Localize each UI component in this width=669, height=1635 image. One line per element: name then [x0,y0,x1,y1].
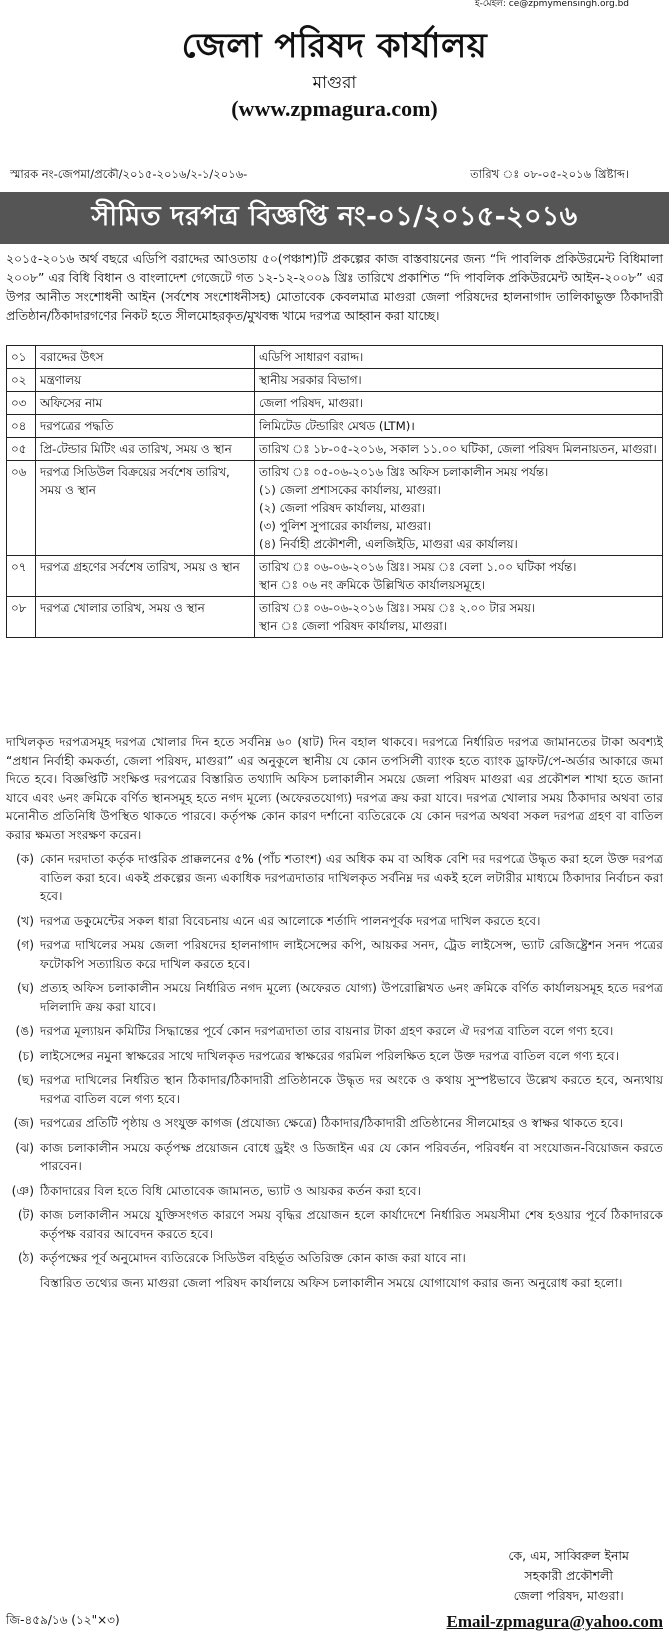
clause-list [6,850,663,1268]
notice-header [0,10,669,122]
office-title: জেলা পরিষদ কার্যালয় [181,26,488,66]
row-value-line: তারিখ ঃ ০৬-০৬-২০১৬ খ্রিঃ। সময় ঃ বেলা ১.০০ ঘটিকা পর্যন্ত। [259,560,577,574]
clause-mark: (জ) [13,1116,34,1130]
details-table [6,345,663,638]
clause-text: ঠিকাদারের বিল হতে বিধি মোতাবেক জামানত, ভ্যাট ও আয়কর কর্তন করা হবে। [40,1183,422,1198]
terms-paragraph: দাখিলকৃত দরপত্রসমূহ দরপত্র খোলার দিন হতে সর্বনিম্ন ৬০ (ষাট) দিন বহাল থাকবে। দরপত্রে নির্ধারিত দরপত্র জামানতের টাকা অবশ্যই “প্রধান নির্বাহী কমকর্তা, জেলা পরিষদ, মাগুরা” এর অনুকূলে স্থানীয় যে কোন তপসিলী ব্যাংক হতে ব্যাংক ড্রাফট/পে-অর্ডার আকারে জমা দিতে হবে। বিজ্ঞপ্তিটি সংক্ষিপ্ত দরপত্রের বিস্তারিত তথ্যাদি অফিস চলাকালীন সময়ে জেলা পরিষদ মাগুরা এর প্রকৌশল শাখা হতে জানা যাবে এবং ৬নং ক্রমিকে বর্ণিত স্থানসমূহ হতে নগদ মূল্যে (অফেরতযোগ্য) দরপত্র ক্রয় করা যাবে। দরপত্র খোলার সময় ঠিকাদার অথবা তার মনোনীত প্রতিনিধি উপস্থিত থাকতে পারবে। কর্তৃপক্ষ কোন কারণ দর্শানো ব্যতিরেকে যে কোন দরপত্র অথবা সকল দরপত্র গ্রহণ বা বাতিল করার ক্ষমতা সংরক্ষণ করেন। [6,735,663,842]
row-value [255,461,663,556]
table-row [7,556,663,597]
clause-item [6,1022,663,1041]
table-row [7,346,663,369]
row-value [255,556,663,597]
row-value-line: তারিখ ঃ ১৮-০৫-২০১৬, সকাল ১১.০০ ঘটিকা, জেলা পরিষদ মিলনায়তন, মাগুরা। [259,442,657,456]
table-row [7,392,663,415]
footer-email: Email-zpmagura@yahoo.com [446,1612,663,1631]
row-number: ০৫ [7,438,36,461]
row-label: দরপত্র গ্রহণের সর্বশেষ তারিখ, সময় ও স্থান [36,556,255,597]
clause-item [6,850,663,906]
row-value [255,346,663,369]
clause-text: দরপত্র দাখিলের নির্ধরিত স্থান ঠিকাদার/ঠিকাদারী প্রতিষ্ঠানকে উদ্ধৃত দর অংকে ও কথায় সুস্পষ্টভাবে উল্লেখ করতে হবে, অন্যথায় দরপত্র বাতিল বলে গণ্য হবে। [40,1073,663,1106]
row-label: অফিসের নাম [36,392,255,415]
clause-text: কর্তৃপক্ষের পূর্ব অনুমোদন ব্যতিরেকে সিডিউল বহির্ভূত অতিরিক্ত কোন কাজ করা যাবে না। [40,1251,466,1265]
row-value-line: তারিখ ঃ ০৬-০৬-২০১৬ খ্রিঃ। সময় ঃ ২.০০ টার সময়। [259,601,536,615]
row-value [255,415,663,438]
row-value-line: (১) জেলা প্রশাসকের কার্যালয়, মাগুরা। [259,483,441,497]
terms-section [6,733,663,1292]
intro-paragraph: ২০১৫-২০১৬ অর্থ বছরে এডিপি বরাদ্দের আওতায় ৫০(পঞ্চাশ)টি প্রকল্পের কাজ বাস্তবায়নের জন্য “দি পাবলিক প্রকিউরমেন্ট বিধিমালা ২০০৮” এর বিধি বিধান ও বাংলাদেশ গেজেটে গত ১২-১২-২০০৯ খ্রিঃ তারিখে প্রকাশিত “দি পাবলিক প্রকিউরমেন্ট আইন-২০০৮” এর উপর আনীত সংশোধনী আইন (সর্বশেষ সংশোধনীসহ) মোতাবেক কেবলমাত্র মাগুরা জেলা পরিষদের হালনাগাদ তালিকাভুক্ত ঠিকাদারী প্রতিষ্ঠান/ঠিকাদারগণের নিকট হতে সীলমোহরকৃত/মুখবন্ধ খামে দরপত্র আহ্বান করা যাচ্ছে। [6,252,663,323]
table-row [7,369,663,392]
row-value-line: (৩) পুলিশ সুপারের কার্যালয়, মাগুরা। [259,519,431,533]
row-value [255,369,663,392]
clause-item [6,1249,663,1268]
clause-text: কাজ চলাকালীন সময়ে যুক্তিসংগত কারণে সময় বৃদ্ধির প্রয়োজন হলে কার্যাদেশে নির্ধারিত সময়সীমা শেষ হওয়ার পূর্বে ঠিকাদারকে কর্তৃপক্ষ বরাবর আবেদন করতে হবে। [40,1208,663,1241]
row-label: প্রি-টেন্ডার মিটিং এর তারিখ, সময় ও স্থান [36,438,255,461]
clause-mark: (ঙ) [15,1024,34,1038]
office-place: মাগুরা [312,73,357,93]
table-row [7,438,663,461]
clause-text: দরপত্রের প্রতিটি পৃষ্ঠায় ও সংযুক্ত কাগজ (প্রযোজ্য ক্ষেত্রে) ঠিকাদার/ঠিকাদারী প্রতিষ্ঠানের সীলমোহর ও স্বাক্ষর থাকতে হবে। [40,1116,624,1130]
clause-text: কোন দরদাতা কর্তৃক দাপ্তরিক প্রাক্কলনের ৫% (পাঁচ শতাংশ) এর অধিক কম বা অধিক বেশি দর দরপত্রে উদ্ধৃত করা হলে উক্ত দরপত্র বাতিল করা হবে। একই প্রকল্পের জন্য একাধিক দরপত্রদাতার দাখিলকৃত সর্বনিম্ন দর একই হলে লটারীর মাধ্যমে ঠিকাদার নির্বাচন করা হবে। [40,852,663,903]
footer-code: জি-৪৫৯/১৬ (১২"×৩) [6,1613,120,1627]
row-value-line: স্থানীয় সরকার বিভাগ। [259,373,362,387]
notice-banner [0,192,669,244]
clause-mark: (ছ) [17,1073,34,1087]
footer [6,1612,663,1632]
row-label: দরপত্রের পদ্ধতি [36,415,255,438]
row-value-line: তারিখ ঃ ০৫-০৬-২০১৬ খ্রিঃ অফিস চলাকালীন সময় পর্যন্ত। [259,465,549,479]
table-row [7,415,663,438]
clause-text: কাজ চলাকালীন সময়ে কর্তৃপক্ষ প্রয়োজন বোধে ড্রইং ও ডিজাইন এর যে কোন পরিবর্তন, পরিবর্ধন বা সংযোজন-বিয়োজন করতে পারবেন। [40,1140,663,1173]
clause-mark: (ঘ) [16,981,34,995]
clause-item [6,1206,663,1243]
clause-mark: (ক) [15,852,34,866]
memo-line [10,166,629,185]
clause-text: দরপত্র ডকুমেন্টের সকল ধারা বিবেচনায় এনে এর আলোকে শর্তাদি পালনপূর্বক দরপত্র দাখিল করতে হবে। [40,913,541,928]
row-value [255,392,663,415]
row-number: ০২ [7,369,36,392]
clause-text: লাইসেন্সের নমুনা স্বাক্ষরের সাথে দাখিলকৃত দরপত্রের স্বাক্ষরের গরমিল পরিলক্ষিত হলে উক্ত দরপত্র বাতিল বলে গণ্য হবে। [40,1048,620,1063]
clause-item [6,912,663,931]
row-value-line: এডিপি সাধারণ বরাদ্দ। [259,350,364,364]
clause-mark: (চ) [17,1048,34,1063]
clause-mark: (ঠ) [17,1251,34,1265]
clause-mark: (ঞ) [11,1183,34,1198]
row-value-line: (২) জেলা পরিষদ কার্যালয়, মাগুরা। [259,501,425,515]
clause-mark: (খ) [16,913,34,928]
row-number: ০৭ [7,556,36,597]
row-value [255,438,663,461]
banner-title: সীমিত দরপত্র বিজ্ঞপ্তি নং-০১/২০১৫-২০১৬ [91,200,578,232]
office-website: (www.zpmagura.com) [231,96,438,121]
clause-item [6,1182,663,1201]
signatory-name: কে, এম, সাব্বিরুল ইনাম [508,1548,629,1563]
top-cut-text: ই-মেইল: ce@zpmymensingh.org.bd [474,0,629,8]
row-label: মন্ত্রণালয় [36,369,255,392]
clause-item [6,979,663,1016]
clause-item [6,1114,663,1133]
row-label: দরপত্র সিডিউল বিক্রয়ের সর্বশেষ তারিখ, সময় ও স্থান [36,461,255,556]
row-value-line: স্থান ঃ জেলা পরিষদ কার্যালয়, মাগুরা। [259,619,447,633]
row-value-line: স্থান ঃ ০৬ নং ক্রমিকে উল্লিখিত কার্যালয়সমূহে। [259,578,485,592]
signatory-designation: সহকারী প্রকৌশলী [524,1568,613,1583]
row-value [255,597,663,638]
clause-item [6,936,663,973]
row-number: ০৩ [7,392,36,415]
table-row [7,461,663,556]
row-number: ০১ [7,346,36,369]
memo-ref: স্মারক নং-জেপমা/প্রকৌ/২০১৫-২০১৬/২-১/২০১৬- [10,167,248,181]
row-label: বরাদ্দের উৎস [36,346,255,369]
clause-item [6,1139,663,1176]
row-number: ০৪ [7,415,36,438]
row-number: ০৮ [7,597,36,638]
row-value-line: (৪) নির্বাহী প্রকৌশলী, এলজিইডি, মাগুরা এর কার্যালয়। [259,537,518,551]
clause-mark: (ট) [17,1208,34,1222]
clause-item [6,1047,663,1066]
clause-item [6,1071,663,1108]
signature-block [508,1546,629,1606]
row-value-line: লিমিটেড টেন্ডারিং মেথড (LTM)। [259,419,415,433]
row-value-line: জেলা পরিষদ, মাগুরা। [259,396,363,410]
clause-mark: (ঝ) [15,1140,34,1155]
memo-date: তারিখ ঃ ০৮-০৫-২০১৬ খ্রিষ্টাব্দ। [470,167,629,181]
clause-mark: (গ) [16,938,34,952]
clause-text: দরপত্র দাখিলের সময় জেলা পরিষদের হালনাগাদ লাইসেন্সের কপি, আয়কর সনদ, ট্রেড লাইসেন্স, ভ্যাট রেজিষ্ট্রেশন সনদ পত্রের ফটোকপি সত্যায়িত করে দাখিল করতে হবে। [40,938,663,971]
table-row [7,597,663,638]
signatory-office: জেলা পরিষদ, মাগুরা। [513,1588,624,1603]
clause-text: দরপত্র মূল্যায়ন কমিটির সিদ্ধান্তের পূর্বে কোন দরপত্রদাতা তার বায়নার টাকা গ্রহণ করলে ঐ দরপত্র বাতিল বলে গণ্য হবে। [40,1024,614,1038]
closing-note: বিস্তারিত তথ্যের জন্য মাগুরা জেলা পরিষদ কার্যালয়ে অফিস চলাকালীন সময়ে যোগাযোগ করার জন্য অনুরোধ করা হলো। [40,1275,623,1290]
row-label: দরপত্র খোলার তারিখ, সময় ও স্থান [36,597,255,638]
clause-text: প্রত্যহ অফিস চলাকালীন সময়ে নির্ধারিত নগদ মূল্যে (অফেরত যোগ্য) উপরোল্লিখত ৬নং ক্রমিকে বর্ণিত কার্যালয়সমূহ হতে দরপত্র দলিলাদি ক্রয় করা যাবে। [40,981,663,1014]
row-number: ০৬ [7,461,36,556]
